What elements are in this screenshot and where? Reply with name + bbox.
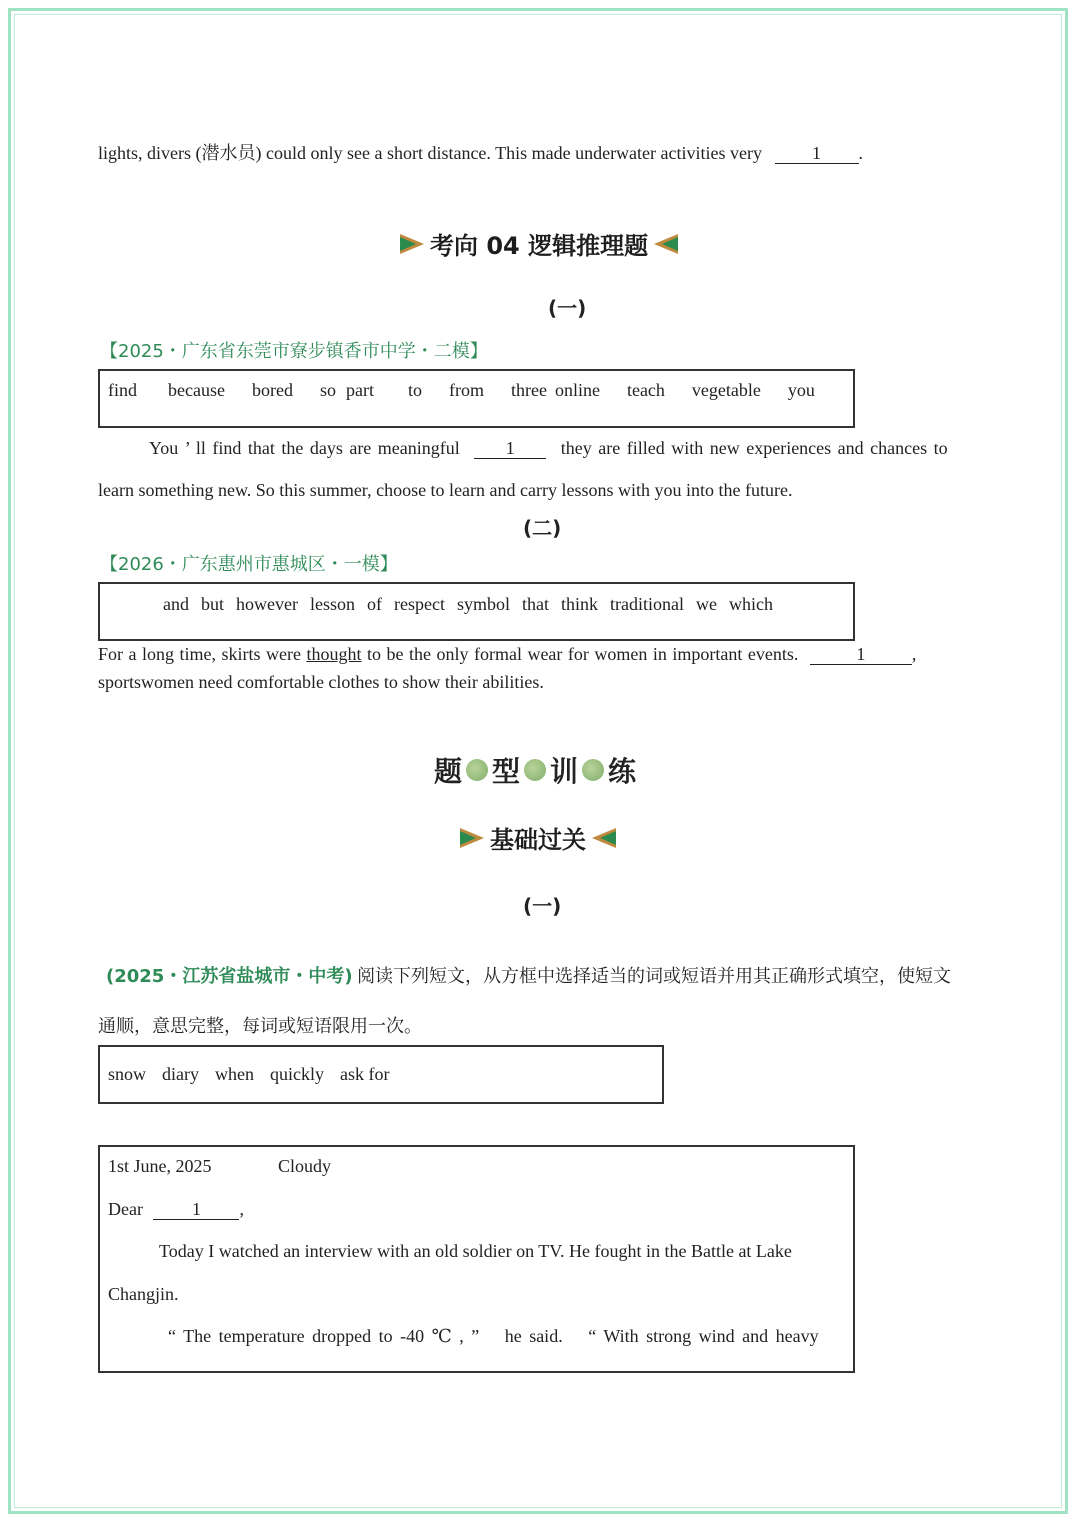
word-item: teach bbox=[626, 380, 665, 400]
part-1-label: (一) bbox=[548, 296, 587, 320]
title-char: 型 bbox=[492, 755, 521, 788]
word-item: bored bbox=[251, 380, 293, 400]
training-instruction-line-2: 通顺，意思完整，每词或短语限用一次。 bbox=[98, 1016, 422, 1037]
quote-text: “ The temperature dropped to -40 ℃ , ” bbox=[168, 1326, 480, 1346]
period: . bbox=[858, 143, 863, 163]
diary-header bbox=[108, 1156, 331, 1177]
quote-text: “ With strong wind and heavy bbox=[588, 1326, 819, 1346]
green-dot-icon bbox=[524, 759, 546, 781]
training-part-label: (一) bbox=[523, 894, 562, 918]
diary-line-1: Today I watched an interview with an old soldier on TV. He fought in the Battle at Lake bbox=[159, 1241, 792, 1261]
part-2-label: (二) bbox=[523, 516, 562, 540]
basic-heading bbox=[460, 820, 616, 855]
sentence-text: For a long time, skirts were bbox=[98, 644, 301, 664]
section-04-title: 考向 04 逻辑推理题 bbox=[430, 232, 649, 260]
green-dot-icon bbox=[466, 759, 488, 781]
word-item: respect bbox=[394, 594, 445, 614]
word-item: however bbox=[236, 594, 298, 614]
diary-line-3 bbox=[168, 1326, 819, 1347]
sentence-text: he said. bbox=[504, 1326, 563, 1346]
diary-date: 1st June, 2025 bbox=[108, 1156, 212, 1176]
word-item: think bbox=[560, 594, 598, 614]
word-item: when bbox=[215, 1064, 254, 1084]
comma: , bbox=[911, 644, 917, 664]
part-2-source: 【2026・广东惠州市惠城区・一模】 bbox=[100, 554, 398, 575]
word-item: to bbox=[407, 380, 422, 400]
top-line-text: lights, divers (潜水员) could only see a short distance. This made underwater activities very bbox=[98, 143, 762, 163]
diary-line-2: Changjin. bbox=[108, 1284, 179, 1304]
answer-blank[interactable]: 1 bbox=[775, 143, 859, 164]
word-item: that bbox=[521, 594, 549, 614]
word-item: find bbox=[108, 380, 137, 400]
word-item: because bbox=[168, 380, 225, 400]
training-source: (2025・江苏省盐城市・中考) bbox=[106, 966, 353, 987]
left-arrow-icon bbox=[652, 234, 678, 254]
diary-greeting bbox=[108, 1199, 244, 1220]
part-2-line-2: sportswomen need comfortable clothes to show their abilities. bbox=[98, 672, 544, 692]
part-2-line-1 bbox=[98, 644, 916, 665]
part-1-line-1 bbox=[149, 438, 948, 459]
top-line bbox=[98, 139, 863, 165]
title-char: 练 bbox=[608, 755, 637, 788]
word-item: snow bbox=[108, 1064, 147, 1084]
word-item: so bbox=[319, 380, 336, 400]
word-item: you bbox=[787, 380, 815, 400]
word-item: but bbox=[201, 594, 225, 614]
part-1-source: 【2025・广东省东莞市寮步镇香市中学・二模】 bbox=[100, 341, 488, 362]
word-item: symbol bbox=[456, 594, 510, 614]
word-item: from bbox=[448, 380, 484, 400]
word-list-1 bbox=[108, 380, 815, 401]
title-char: 题 bbox=[434, 755, 463, 788]
word-item: quickly bbox=[270, 1064, 324, 1084]
answer-blank[interactable]: 1 bbox=[153, 1199, 239, 1220]
sentence-text: to be the only formal wear for women in important events. bbox=[366, 644, 799, 664]
title-char: 训 bbox=[550, 755, 579, 788]
training-title bbox=[434, 750, 636, 790]
word-item: three bbox=[510, 380, 547, 400]
right-arrow-icon bbox=[400, 234, 426, 254]
word-item: and bbox=[163, 594, 189, 614]
word-item: vegetable bbox=[691, 380, 761, 400]
word-list-3 bbox=[108, 1064, 389, 1085]
diary-weather: Cloudy bbox=[278, 1156, 332, 1176]
comma: , bbox=[239, 1199, 244, 1219]
word-item: part bbox=[345, 380, 374, 400]
word-item: diary bbox=[162, 1064, 199, 1084]
left-arrow-icon bbox=[590, 828, 616, 848]
word-item: ask for bbox=[340, 1064, 390, 1084]
word-list-2 bbox=[163, 594, 773, 615]
word-item: traditional bbox=[610, 594, 684, 614]
answer-blank[interactable]: 1 bbox=[810, 644, 912, 665]
training-instruction-line-1 bbox=[106, 962, 951, 988]
answer-blank[interactable]: 1 bbox=[474, 438, 546, 459]
sentence-text: You ’ ll find that the days are meaningful bbox=[149, 438, 460, 458]
basic-title: 基础过关 bbox=[490, 826, 586, 854]
word-item: online bbox=[554, 380, 600, 400]
right-arrow-icon bbox=[460, 828, 486, 848]
word-item: which bbox=[728, 594, 773, 614]
dear-text: Dear bbox=[108, 1199, 143, 1219]
word-item: we bbox=[695, 594, 717, 614]
word-item: of bbox=[367, 594, 382, 614]
underlined-word: thought bbox=[306, 644, 362, 664]
word-item: lesson bbox=[310, 594, 355, 614]
sentence-text: they are filled with new experiences and chances to bbox=[560, 438, 948, 458]
green-dot-icon bbox=[582, 759, 604, 781]
part-1-line-2: learn something new. So this summer, choose to learn and carry lessons with you into the future. bbox=[98, 480, 793, 500]
instruction-text: 阅读下列短文，从方框中选择适当的词或短语并用其正确形式填空，使短文 bbox=[357, 966, 952, 987]
section-04-heading bbox=[400, 226, 678, 261]
